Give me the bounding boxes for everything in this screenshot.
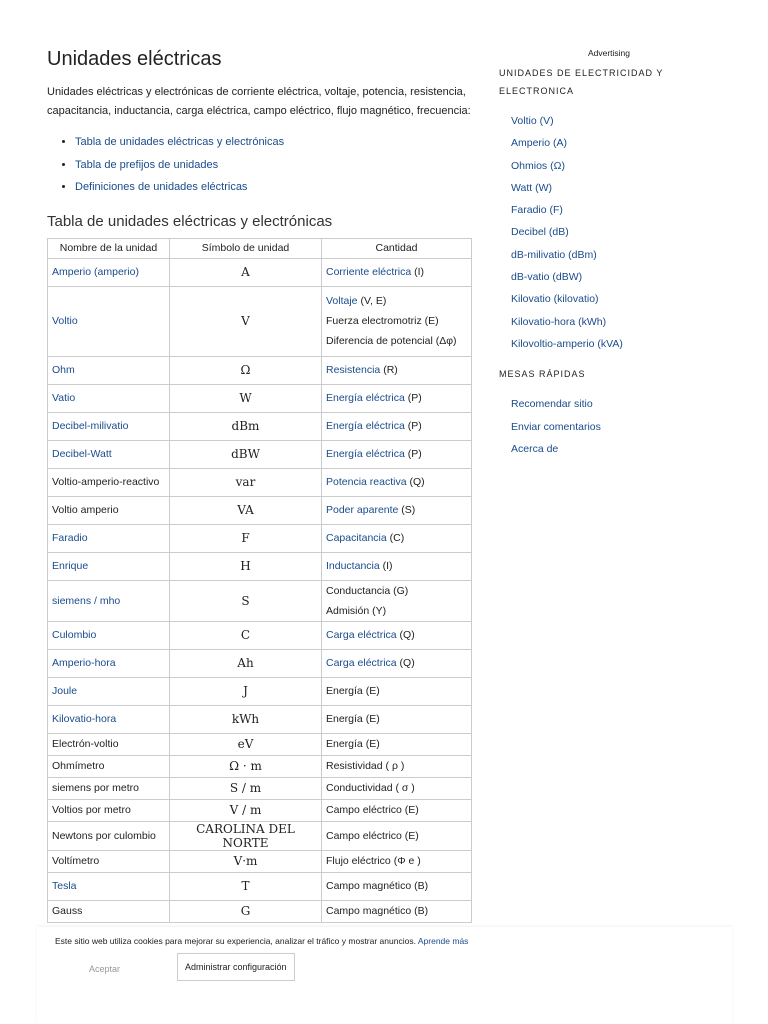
sidebar-item: [511, 177, 719, 199]
sidebar-quick-list: [511, 393, 719, 460]
sidebar-unit-link[interactable]: Amperio (A): [511, 137, 568, 150]
quantity-line: [326, 266, 467, 278]
unit-symbol-cell: V / m: [170, 799, 322, 821]
quantity-cell: [322, 777, 472, 799]
sidebar: [499, 48, 719, 460]
unit-symbol-cell: VA: [170, 496, 322, 524]
quantity-link[interactable]: Carga eléctrica: [326, 629, 397, 641]
unit-symbol-cell: C: [170, 621, 322, 649]
quantity-text: Flujo eléctrico (Φ e ): [326, 855, 421, 867]
sidebar-section-title-quick: MESAS RÁPIDAS: [499, 369, 586, 380]
unit-symbol-cell: dBW: [170, 440, 322, 468]
table-row: [48, 580, 472, 621]
unit-symbol-cell: T: [170, 872, 322, 900]
quantity-text: Energía (E): [326, 713, 380, 725]
sidebar-unit-link[interactable]: Decibel (dB): [511, 226, 569, 239]
quantity-line: [326, 560, 467, 572]
unit-name-cell: [48, 524, 170, 552]
cookie-learn-more-link[interactable]: Aprende más: [417, 936, 469, 946]
unit-name-cell: [48, 621, 170, 649]
quantity-line: [326, 657, 467, 669]
quantity-cell: [322, 552, 472, 580]
sidebar-item: [511, 393, 719, 415]
quantity-cell: [322, 755, 472, 777]
table-row: [48, 733, 472, 755]
table-row: [48, 524, 472, 552]
table-row: [48, 799, 472, 821]
cookie-manage-settings-button[interactable]: Administrar configuración: [177, 953, 295, 981]
unit-symbol-cell: A: [170, 258, 322, 286]
quantity-text: Fuerza electromotriz (E): [326, 315, 439, 327]
table-of-contents: [47, 131, 472, 199]
table-row: [48, 755, 472, 777]
quantity-line: [326, 880, 467, 892]
units-table: [47, 238, 472, 923]
unit-name-cell: [48, 258, 170, 286]
table-row: [48, 258, 472, 286]
quantity-cell: [322, 286, 472, 356]
quantity-line: [326, 476, 467, 488]
sidebar-item: [511, 155, 719, 177]
toc-link-definitions[interactable]: Definiciones de unidades eléctricas: [75, 181, 248, 193]
quantity-link[interactable]: Energía eléctrica: [326, 420, 405, 432]
unit-name-cell: [48, 649, 170, 677]
table-row: [48, 649, 472, 677]
quantity-link[interactable]: Energía eléctrica: [326, 392, 405, 404]
quantity-line: [326, 830, 467, 842]
unit-name-link[interactable]: Joule: [52, 685, 78, 697]
sidebar-item: [511, 416, 719, 438]
quantity-link[interactable]: Potencia reactiva: [326, 476, 407, 488]
quantity-line: [326, 804, 467, 816]
quantity-text: Diferencia de potencial (Δφ): [326, 335, 457, 347]
table-row: [48, 677, 472, 705]
unit-name-cell: [48, 900, 170, 922]
quantity-text: (V, E): [357, 295, 387, 307]
unit-name-link[interactable]: Decibel-Watt: [52, 448, 112, 460]
quantity-line: [326, 532, 467, 544]
table-row: [48, 821, 472, 850]
table-row: [48, 621, 472, 649]
quantity-cell: [322, 496, 472, 524]
unit-symbol-cell: kWh: [170, 705, 322, 733]
quantity-text: (I): [379, 560, 393, 572]
sidebar-unit-link[interactable]: Voltio (V): [511, 115, 554, 127]
quantity-line: [326, 364, 467, 376]
quantity-cell: [322, 440, 472, 468]
quantity-link[interactable]: Corriente eléctrica: [326, 266, 412, 278]
sidebar-unit-link[interactable]: Kilovatio-hora (kWh): [511, 315, 607, 328]
sidebar-unit-link[interactable]: dB-vatio (dBW): [511, 271, 583, 284]
table-row: [48, 872, 472, 900]
quantity-link[interactable]: Carga eléctrica: [326, 657, 397, 669]
unit-name-link[interactable]: Tesla: [52, 880, 77, 892]
unit-name-cell: [48, 286, 170, 356]
unit-name: Gauss: [52, 905, 83, 917]
unit-name: Ohmímetro: [52, 760, 105, 772]
quantity-link[interactable]: Voltaje: [326, 295, 358, 307]
toc-item: [75, 154, 472, 177]
unit-name-cell: [48, 872, 170, 900]
cookie-message: [55, 936, 468, 946]
quantity-cell: [322, 468, 472, 496]
unit-name-link[interactable]: Voltio: [52, 315, 78, 327]
quantity-cell: [322, 580, 472, 621]
main-content: [47, 48, 472, 923]
quantity-link[interactable]: Poder aparente: [326, 504, 399, 516]
unit-name-cell: [48, 733, 170, 755]
sidebar-quick-link[interactable]: Recomendar sitio: [511, 398, 593, 411]
unit-symbol-cell: dBm: [170, 412, 322, 440]
table-row: [48, 440, 472, 468]
sidebar-unit-link[interactable]: Kilovatio (kilovatio): [511, 293, 599, 306]
unit-name: Voltios por metro: [52, 804, 131, 816]
sidebar-item: [511, 244, 719, 266]
quantity-cell: [322, 850, 472, 872]
quantity-text: (Q): [396, 657, 415, 669]
advertising-label: Advertising: [587, 48, 631, 58]
unit-symbol-cell: Ω: [170, 356, 322, 384]
sidebar-unit-link[interactable]: Kilovoltio-amperio (kVA): [511, 337, 623, 350]
sidebar-unit-link[interactable]: Watt (W): [511, 181, 553, 194]
quantity-text: (C): [386, 532, 405, 544]
quantity-line: [326, 855, 467, 867]
table-row: [48, 777, 472, 799]
table-row: [48, 412, 472, 440]
unit-name-cell: [48, 356, 170, 384]
unit-symbol-cell: eV: [170, 733, 322, 755]
sidebar-quick-link[interactable]: Enviar comentarios: [511, 420, 601, 433]
quantity-text: Campo magnético (B): [326, 880, 429, 892]
quantity-cell: [322, 705, 472, 733]
quantity-cell: [322, 258, 472, 286]
quantity-link[interactable]: Inductancia: [326, 560, 380, 572]
quantity-line: [326, 581, 467, 601]
quantity-cell: [322, 799, 472, 821]
sidebar-item: [511, 199, 719, 221]
unit-name-cell: [48, 799, 170, 821]
table-row: [48, 900, 472, 922]
unit-name-link[interactable]: Vatio: [52, 392, 76, 404]
unit-name: siemens por metro: [52, 782, 139, 794]
table-row: [48, 468, 472, 496]
toc-link-prefixes[interactable]: Tabla de prefijos de unidades: [75, 158, 219, 171]
unit-symbol-cell: F: [170, 524, 322, 552]
unit-name-link[interactable]: Amperio-hora: [52, 657, 116, 669]
unit-symbol-cell: Ω · m: [170, 755, 322, 777]
quantity-cell: [322, 412, 472, 440]
quantity-text: (I): [411, 266, 425, 278]
quantity-text: (P): [404, 448, 422, 460]
header-unit-name: Nombre de la unidad: [48, 238, 170, 258]
table-row: [48, 496, 472, 524]
quantity-text: Energía (E): [326, 738, 380, 750]
unit-symbol-cell: H: [170, 552, 322, 580]
sidebar-item: [511, 110, 719, 132]
quantity-line: [326, 760, 467, 772]
unit-name-link[interactable]: Enrique: [52, 560, 89, 572]
sidebar-item: [511, 132, 719, 154]
quantity-line: [326, 685, 467, 697]
table-row: [48, 552, 472, 580]
table-heading: Tabla de unidades eléctricas y electrónicas: [47, 212, 333, 230]
unit-name-link[interactable]: Faradio: [52, 532, 88, 544]
quantity-cell: [322, 900, 472, 922]
table-header-row: [48, 238, 472, 258]
unit-name-link[interactable]: Ohm: [52, 364, 75, 376]
sidebar-item: [511, 311, 719, 333]
quantity-cell: [322, 524, 472, 552]
unit-name-cell: [48, 821, 170, 850]
quantity-cell: [322, 356, 472, 384]
toc-item: [75, 131, 472, 154]
unit-symbol-cell: G: [170, 900, 322, 922]
quantity-text: (Q): [406, 476, 425, 488]
quantity-line: [326, 291, 467, 311]
unit-symbol-cell: var: [170, 468, 322, 496]
sidebar-section-title-units: UNIDADES DE ELECTRICIDAD Y ELECTRONICA: [499, 68, 664, 96]
quantity-text: (P): [404, 420, 422, 432]
table-row: [48, 356, 472, 384]
quantity-cell: [322, 677, 472, 705]
quantity-text: Campo eléctrico (E): [326, 804, 419, 816]
unit-name-cell: [48, 705, 170, 733]
unit-symbol-cell: J: [170, 677, 322, 705]
toc-item: [75, 176, 472, 199]
quantity-text: (S): [398, 504, 416, 516]
quantity-cell: [322, 821, 472, 850]
unit-symbol-cell: W: [170, 384, 322, 412]
quantity-link[interactable]: Capacitancia: [326, 532, 387, 544]
quantity-text: Conductancia (G): [326, 584, 409, 597]
unit-symbol-cell: V·m: [170, 850, 322, 872]
unit-name-link[interactable]: Amperio (amperio): [52, 266, 139, 278]
unit-name: Voltio-amperio-reactivo: [52, 476, 160, 488]
quantity-text: Campo magnético (B): [326, 905, 429, 917]
quantity-line: [326, 392, 467, 404]
sidebar-item: [511, 221, 719, 243]
page-title: Unidades eléctricas: [47, 48, 222, 70]
unit-name-link[interactable]: siemens / mho: [52, 594, 121, 607]
cookie-message-text: Este sitio web utiliza cookies para mejorar su experiencia, analizar el tráfico y mostrar anuncios.: [55, 936, 416, 946]
intro-text: Unidades eléctricas y electrónicas de corriente eléctrica, voltaje, potencia, resistencia, capacitancia, inductancia, carga eléctrica, campo eléctrico, flujo magnético, frecuencia:: [47, 86, 471, 117]
sidebar-unit-link[interactable]: Faradio (F): [511, 204, 563, 217]
unit-name-link[interactable]: Culombio: [52, 629, 97, 641]
unit-name-cell: [48, 580, 170, 621]
table-row: [48, 705, 472, 733]
unit-name-cell: [48, 412, 170, 440]
header-unit-symbol: Símbolo de unidad: [170, 238, 322, 258]
quantity-link[interactable]: Energía eléctrica: [326, 448, 405, 460]
quantity-cell: [322, 872, 472, 900]
quantity-cell: [322, 649, 472, 677]
sidebar-unit-link[interactable]: dB-milivatio (dBm): [511, 248, 597, 261]
unit-name: Newtons por culombio: [52, 829, 156, 842]
quantity-text: (P): [404, 392, 422, 404]
toc-link-units-table[interactable]: Tabla de unidades eléctricas y electrónicas: [75, 136, 285, 148]
unit-symbol-cell: S / m: [170, 777, 322, 799]
quantity-line: [326, 448, 467, 460]
table-row: [48, 286, 472, 356]
unit-name-cell: [48, 440, 170, 468]
unit-name: Voltio amperio: [52, 504, 119, 516]
sidebar-item: [511, 333, 719, 355]
quantity-line: [326, 311, 467, 331]
quantity-text: Conductividad ( σ ): [326, 782, 415, 794]
header-quantity: Cantidad: [322, 238, 472, 258]
unit-symbol-cell: Ah: [170, 649, 322, 677]
unit-name-link[interactable]: Kilovatio-hora: [52, 713, 117, 725]
unit-name-cell: [48, 468, 170, 496]
quantity-text: (Q): [396, 629, 415, 641]
quantity-text: Campo eléctrico (E): [326, 829, 419, 842]
quantity-line: [326, 504, 467, 516]
quantity-text: Admisión (Y): [326, 604, 387, 617]
quantity-line: [326, 629, 467, 641]
sidebar-item: [511, 438, 719, 460]
sidebar-quick-link[interactable]: Acerca de: [511, 442, 559, 455]
quantity-text: Energía (E): [326, 685, 380, 697]
quantity-text: (R): [380, 364, 398, 376]
quantity-cell: [322, 733, 472, 755]
quantity-line: [326, 420, 467, 432]
quantity-text: Resistividad ( ρ ): [326, 760, 405, 772]
unit-name-cell: [48, 677, 170, 705]
table-row: [48, 850, 472, 872]
cookie-banner: [37, 927, 732, 1024]
cookie-accept-button[interactable]: Aceptar: [89, 964, 121, 974]
unit-name-cell: [48, 755, 170, 777]
unit-name-cell: [48, 777, 170, 799]
sidebar-item: [511, 288, 719, 310]
quantity-cell: [322, 384, 472, 412]
unit-name-cell: [48, 552, 170, 580]
quantity-line: [326, 782, 467, 794]
quantity-cell: [322, 621, 472, 649]
unit-name-cell: [48, 496, 170, 524]
quantity-line: [326, 738, 467, 750]
unit-symbol-cell: S: [170, 580, 322, 621]
unit-name: Voltímetro: [52, 855, 100, 867]
quantity-line: [326, 331, 467, 351]
quantity-line: [326, 905, 467, 917]
sidebar-unit-link[interactable]: Ohmios (Ω): [511, 159, 565, 172]
unit-name-link[interactable]: Decibel-milivatio: [52, 420, 129, 432]
sidebar-item: [511, 266, 719, 288]
table-row: [48, 384, 472, 412]
quantity-line: [326, 601, 467, 621]
unit-name-cell: [48, 384, 170, 412]
unit-symbol-cell: CAROLINA DEL NORTE: [170, 821, 322, 850]
unit-symbol-cell: V: [170, 286, 322, 356]
quantity-link[interactable]: Resistencia: [326, 364, 381, 376]
sidebar-units-list: [511, 110, 719, 355]
unit-name: Electrón-voltio: [52, 738, 119, 750]
unit-name-cell: [48, 850, 170, 872]
quantity-line: [326, 713, 467, 725]
